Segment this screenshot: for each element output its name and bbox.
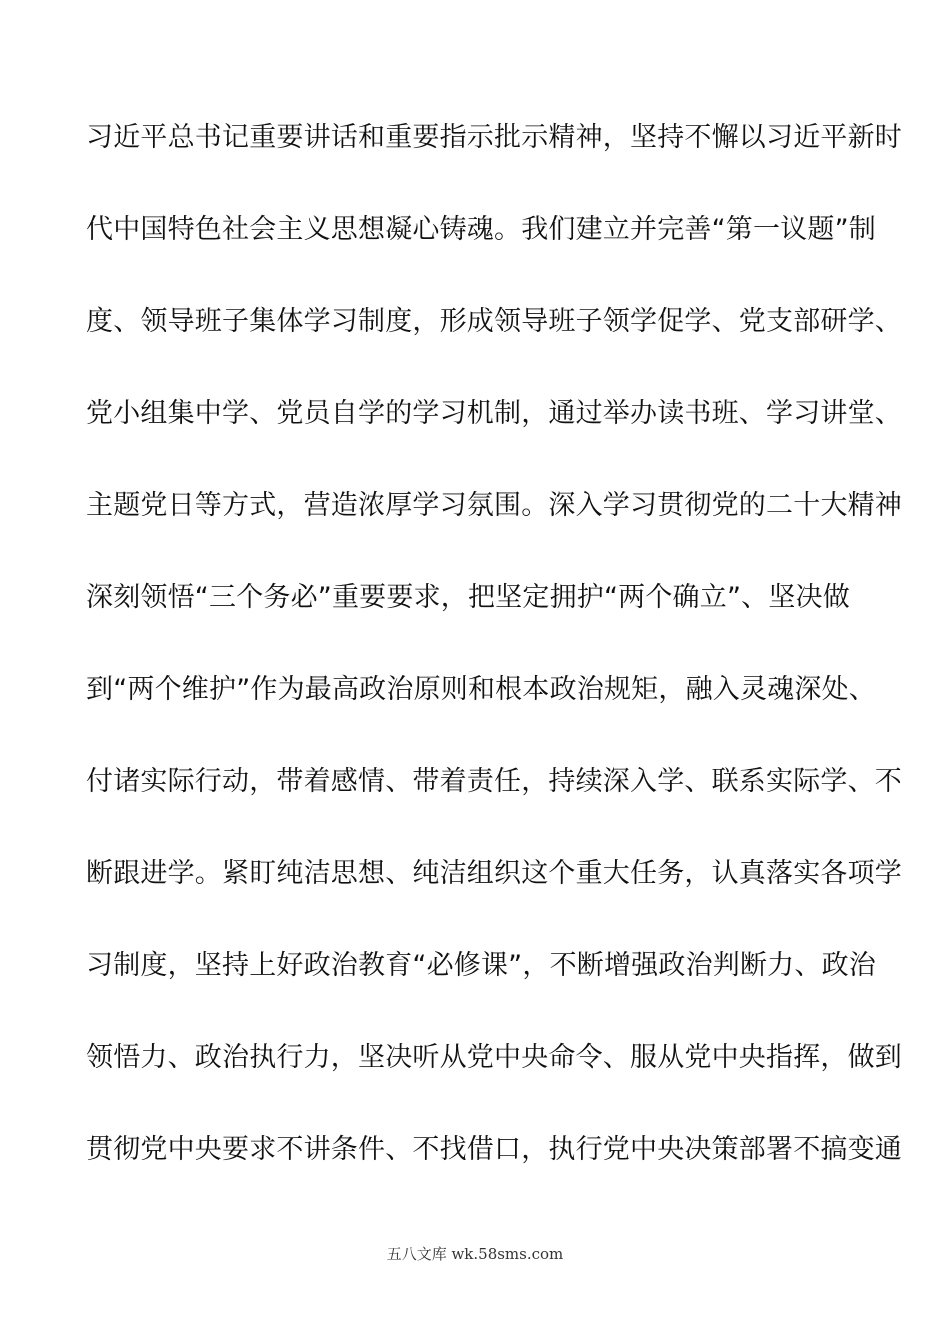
text-line-8: 付诸实际行动，带着感情、带着责任，持续深入学、联系实际学、不: [86, 766, 902, 797]
text-line-7: 到“两个维护”作为最高政治原则和根本政治规矩，融入灵魂深处、: [86, 674, 876, 705]
text-line-4: 党小组集中学、党员自学的学习机制，通过举办读书班、学习讲堂、: [86, 398, 902, 429]
text-line-12: 贯彻党中央要求不讲条件、不找借口，执行党中央决策部署不搞变通: [86, 1134, 902, 1165]
text-line-1: 习近平总书记重要讲话和重要指示批示精神，坚持不懈以习近平新时: [86, 122, 902, 153]
page-footer: 五八文库 wk.58sms.com: [386, 1245, 564, 1263]
text-line-9: 断跟进学。紧盯纯洁思想、纯洁组织这个重大任务，认真落实各项学: [86, 858, 902, 889]
text-line-5: 主题党日等方式，营造浓厚学习氛围。深入学习贯彻党的二十大精神: [86, 490, 902, 521]
body-paragraph: [86, 112, 902, 1216]
text-line-3: 度、领导班子集体学习制度，形成领导班子领学促学、党支部研学、: [86, 306, 902, 337]
text-line-6: 深刻领悟“三个务必”重要要求，把坚定拥护“两个确立”、坚决做: [86, 582, 850, 613]
text-line-10: 习制度，坚持上好政治教育“必修课”，不断增强政治判断力、政治: [86, 950, 876, 981]
text-line-2: 代中国特色社会主义思想凝心铸魂。我们建立并完善“第一议题”制: [86, 214, 876, 245]
text-line-11: 领悟力、政治执行力，坚决听从党中央命令、服从党中央指挥，做到: [86, 1042, 902, 1073]
